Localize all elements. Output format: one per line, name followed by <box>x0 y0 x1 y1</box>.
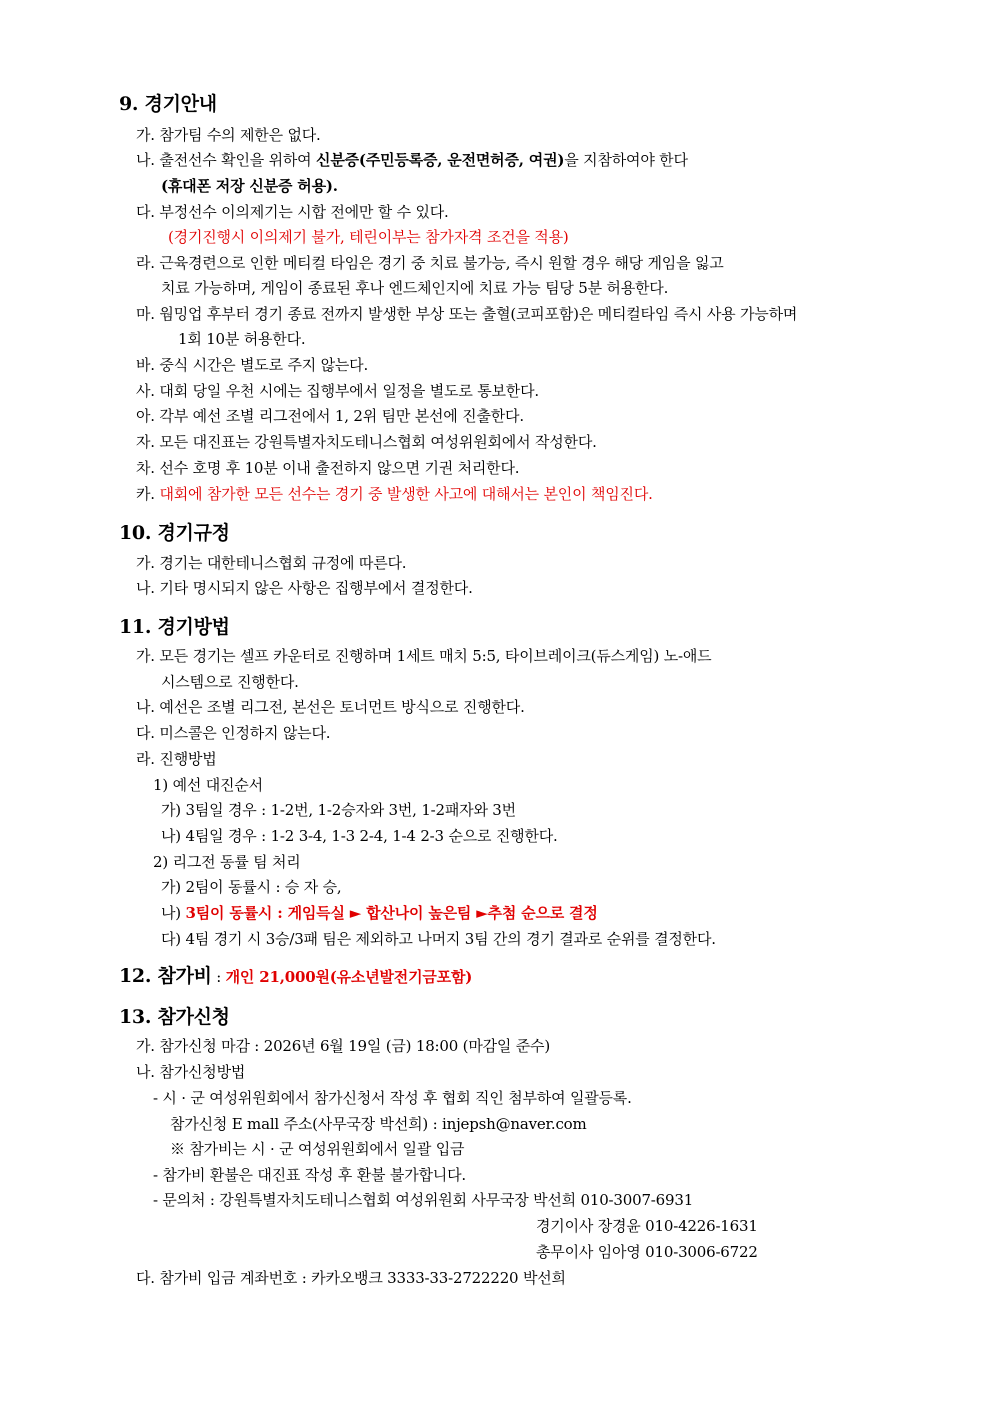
s9-na-text-a: 나. 출전선수 확인을 위하여 <box>136 151 317 169</box>
s12-fee: 개인 21,000원(유소년발전기금포함) <box>225 968 473 986</box>
s9-item-na <box>136 150 688 170</box>
s9-item-na-cont: (휴대폰 저장 신분증 허용). <box>161 177 338 195</box>
s11-proc-2b <box>161 903 598 923</box>
s13-detail-3a: 경기이사 장경윤 010-4226-1631 <box>536 1217 758 1235</box>
s11-item-da: 다. 미스콜은 인정하지 않는다. <box>136 724 331 742</box>
s11-proc-2c: 다) 4팀 경기 시 3승/3패 팀은 제외하고 나머지 3팀 간의 경기 결과로 순위를 결정한다. <box>161 930 716 948</box>
s11-2b-label: 나) <box>161 904 186 922</box>
s11-item-na: 나. 예선은 조별 리그전, 본선은 토너먼트 방식으로 진행한다. <box>136 698 525 716</box>
s13-detail-1b: ※ 참가비는 시 · 군 여성위원회에서 일괄 입금 <box>170 1140 465 1158</box>
s11-item-ga: 가. 모든 경기는 셀프 카운터로 진행하며 1세트 매치 5:5, 타이브레이크(듀스게임) 노-애드 <box>136 647 712 665</box>
section-11-title: 11. 경기방법 <box>119 616 230 638</box>
s9-item-a: 아. 각부 예선 조별 리그전에서 1, 2위 팀만 본선에 진출한다. <box>136 407 524 425</box>
s13-item-na: 나. 참가신청방법 <box>136 1063 246 1081</box>
s11-proc-1a: 가) 3팀일 경우 : 1-2번, 1-2승자와 3번, 1-2패자와 3번 <box>161 801 516 819</box>
s11-proc-1: 1) 예선 대진순서 <box>153 776 263 794</box>
s13-detail-2: - 참가비 환불은 대진표 작성 후 환불 불가합니다. <box>153 1166 466 1184</box>
s10-item-na: 나. 기타 명시되지 않은 사항은 집행부에서 결정한다. <box>136 579 473 597</box>
section-13-title: 13. 참가신청 <box>119 1006 230 1028</box>
s9-item-cha: 차. 선수 호명 후 10분 이내 출전하지 않으면 기권 처리한다. <box>136 459 520 477</box>
s9-item-ma-cont: 1회 10분 허용한다. <box>178 330 306 348</box>
s9-item-ma: 마. 웜밍업 후부터 경기 종료 전까지 발생한 부상 또는 출혈(코피포함)은 메티컬타임 즉시 사용 가능하며 <box>136 305 798 323</box>
section-9-title: 9. 경기안내 <box>119 93 217 115</box>
s11-proc-2a: 가) 2팀이 동률시 : 승 자 승, <box>161 878 342 896</box>
s9-item-ga: 가. 참가팀 수의 제한은 없다. <box>136 126 321 144</box>
s9-ka-label: 카. <box>136 485 160 503</box>
s11-proc-2: 2) 리그전 동률 팀 처리 <box>153 853 301 871</box>
s9-na-text-c: 을 지참하여야 한다 <box>564 151 688 169</box>
s13-detail-3: - 문의처 : 강원특별자치도테니스협회 여성위원회 사무국장 박선희 010-3007-6931 <box>153 1191 694 1209</box>
section-12-title <box>119 964 472 989</box>
s11-2b-text: 3팀이 동률시 : 게임득실 ► 합산나이 높은팀 ►추첨 순으로 결정 <box>185 904 598 922</box>
s11-item-ga-cont: 시스템으로 진행한다. <box>161 673 299 691</box>
s11-item-ra: 라. 진행방법 <box>136 750 217 768</box>
s9-item-ka <box>136 484 653 504</box>
s13-item-ga: 가. 참가신청 마감 : 2026년 6월 19일 (금) 18:00 (마감일 준수) <box>136 1037 550 1055</box>
s9-ka-text: 대회에 참가한 모든 선수는 경기 중 발생한 사고에 대해서는 본인이 책임진다. <box>159 485 653 503</box>
s9-item-da: 다. 부정선수 이의제기는 시합 전에만 할 수 있다. <box>136 203 449 221</box>
s13-detail-3b: 총무이사 임아영 010-3006-6722 <box>536 1243 758 1261</box>
s9-item-da-note: (경기진행시 이의제기 불가, 테린이부는 참가자격 조건을 적용) <box>168 228 569 246</box>
s9-item-ja: 자. 모든 대진표는 강원특별자치도테니스협회 여성위원회에서 작성한다. <box>136 433 597 451</box>
s9-item-ra: 라. 근육경련으로 인한 메티컬 타임은 경기 중 치료 불가능, 즉시 원할 경우 해당 게임을 잃고 <box>136 254 724 272</box>
s12-separator: : <box>211 968 226 986</box>
s12-title-text: 12. 참가비 <box>119 965 212 987</box>
s9-item-sa: 사. 대회 당일 우천 시에는 집행부에서 일정을 별도로 통보한다. <box>136 382 539 400</box>
s9-item-ba: 바. 중식 시간은 별도로 주지 않는다. <box>136 356 369 374</box>
s9-item-ra-cont: 치료 가능하며, 게임이 종료된 후나 엔드체인지에 치료 가능 팀당 5분 허용한다. <box>161 279 669 297</box>
s11-proc-1b: 나) 4팀일 경우 : 1-2 3-4, 1-3 2-4, 1-4 2-3 순으로 진행한다. <box>161 827 558 845</box>
s13-detail-1: - 시 · 군 여성위원회에서 참가신청서 작성 후 협회 직인 첨부하여 일괄등록. <box>153 1089 632 1107</box>
s13-detail-1a: 참가신청 E mall 주소(사무국장 박선희) : injepsh@naver.com <box>170 1115 587 1133</box>
s10-item-ga: 가. 경기는 대한테니스협회 규정에 따른다. <box>136 554 407 572</box>
s9-na-id-types: 신분증(주민등록증, 운전면허증, 여권) <box>316 151 565 169</box>
s13-item-da: 다. 참가비 입금 계좌번호 : 카카오뱅크 3333-33-2722220 박선희 <box>136 1269 566 1287</box>
section-10-title: 10. 경기규정 <box>119 522 230 544</box>
